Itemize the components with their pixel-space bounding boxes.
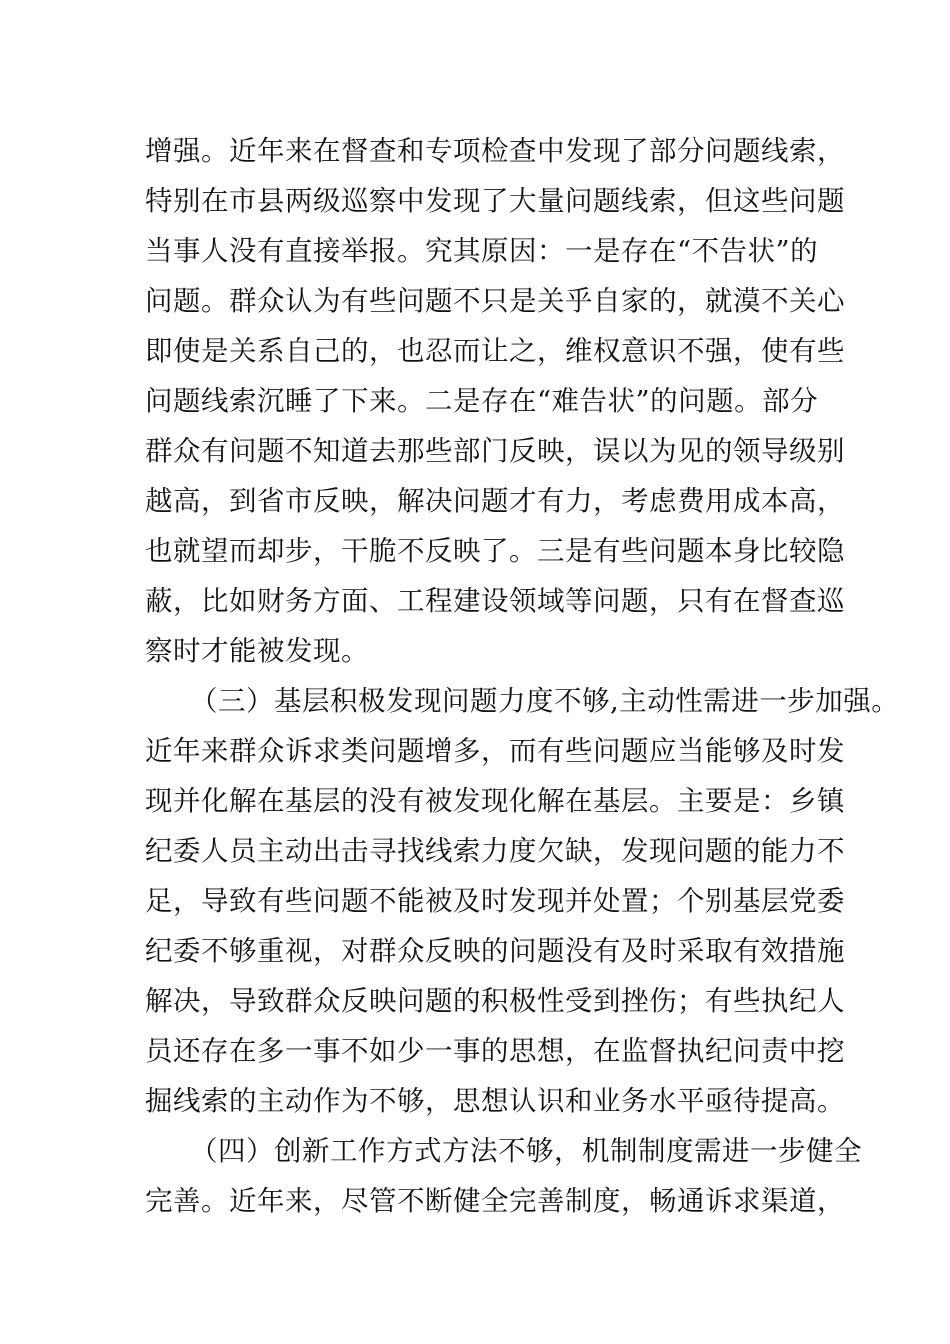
text-line: 问题。群众认为有些问题不只是关乎自家的，就漠不关心 xyxy=(145,285,845,317)
text-line: 当事人没有直接举报。究其原因：一是存在“不告状”的 xyxy=(145,235,819,267)
text-line: 越高，到省市反映，解决问题才有力，考虑费用成本高， xyxy=(145,485,845,517)
text-line: 增强。近年来在督查和专项检查中发现了部分问题线索， xyxy=(145,135,845,167)
text-line: 群众有问题不知道去那些部门反映，误以为见的领导级别 xyxy=(145,435,845,467)
text-line: 现并化解在基层的没有被发现化解在基层。主要是：乡镇 xyxy=(145,785,845,817)
text-line: 员还存在多一事不如少一事的思想，在监督执纪问责中挖 xyxy=(145,1035,845,1067)
text-line: 掘线索的主动作为不够，思想认识和业务水平亟待提高。 xyxy=(145,1085,845,1117)
text-line: 蔽，比如财务方面、工程建设领域等问题，只有在督查巡 xyxy=(145,585,845,617)
text-line: 解决，导致群众反映问题的积极性受到挫伤；有些执纪人 xyxy=(145,985,845,1017)
text-line: 即使是关系自己的，也忍而让之，维权意识不强，使有些 xyxy=(145,335,845,367)
text-line: 足，导致有些问题不能被及时发现并处置；个别基层党委 xyxy=(145,885,845,917)
text-line: 察时才能被发现。 xyxy=(145,635,369,667)
text-line: 纪委人员主动出击寻找线索力度欠缺，发现问题的能力不 xyxy=(145,835,845,867)
text-line: 完善。近年来，尽管不断健全完善制度，畅通诉求渠道， xyxy=(145,1185,845,1217)
text-line: 近年来群众诉求类问题增多，而有些问题应当能够及时发 xyxy=(145,735,845,767)
section-heading-four: （四）创新工作方式方法不够，机制制度需进一步健全 xyxy=(190,1135,862,1167)
text-line: 特别在市县两级巡察中发现了大量问题线索，但这些问题 xyxy=(145,185,845,217)
section-heading-three: （三）基层积极发现问题力度不够,主动性需进一步加强。 xyxy=(190,685,900,717)
text-line: 纪委不够重视，对群众反映的问题没有及时采取有效措施 xyxy=(145,935,845,967)
text-line: 问题线索沉睡了下来。二是存在“难告状”的问题。部分 xyxy=(145,385,819,417)
text-line: 也就望而却步，干脆不反映了。三是有些问题本身比较隐 xyxy=(145,535,845,567)
